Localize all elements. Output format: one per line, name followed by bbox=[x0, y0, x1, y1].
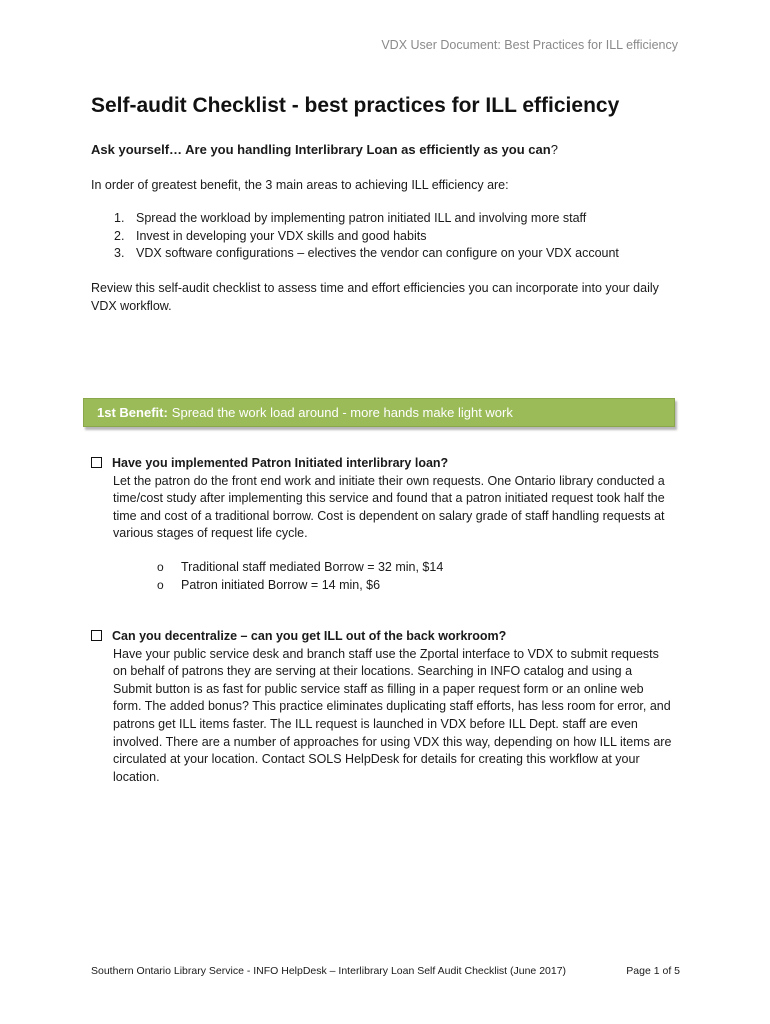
list-item bbox=[114, 228, 619, 246]
footer-source: Southern Ontario Library Service - INFO HelpDesk – Interlibrary Loan Self Audit Checklist (June 2017) bbox=[91, 965, 567, 977]
benefit-banner bbox=[83, 398, 675, 427]
list-item bbox=[114, 245, 619, 263]
checklist-body: Have your public service desk and branch staff use the Zportal interface to VDX to submit requests on behalf of patrons they are serving at their locations. Searching in INFO catalog and using a Submit button is as fast for public service staff as filling in a paper request form or an online web form. The added bonus? This practice eliminates duplicating staff efforts, has less room for error, and patrons get ILL items faster. The ILL request is launched in VDX before ILL Dept. staff are even involved. There are a number of approaches for using VDX this way, depending on how ILL items are circulated at your location. Contact SOLS HelpDesk for details for creating this workflow at your location. bbox=[113, 646, 672, 784]
circle-bullet-icon: o bbox=[157, 560, 164, 574]
list-number: 1. bbox=[114, 211, 125, 225]
circle-bullet-icon: o bbox=[157, 577, 164, 592]
cost-comparison-list bbox=[157, 559, 443, 594]
checkbox-icon bbox=[91, 630, 102, 641]
list-item-text: Patron initiated Borrow = 14 min, $6 bbox=[181, 577, 381, 592]
subtitle-text: Ask yourself… Are you handling Interlibrary Loan as efficiently as you can bbox=[91, 142, 551, 157]
running-header: VDX User Document: Best Practices for ILL efficiency bbox=[381, 38, 678, 52]
review-paragraph: Review this self-audit checklist to assess time and effort efficiencies you can incorporate into your daily VDX workflow. bbox=[91, 281, 659, 313]
page-number: Page 1 of 5 bbox=[626, 965, 680, 977]
subtitle-question-mark: ? bbox=[550, 142, 558, 157]
list-item bbox=[157, 577, 443, 595]
efficiency-areas-list bbox=[114, 210, 619, 263]
list-item-text: Traditional staff mediated Borrow = 32 min, $14 bbox=[181, 560, 444, 574]
benefit-label: 1st Benefit: bbox=[97, 405, 168, 420]
list-number: 2. bbox=[114, 228, 125, 243]
intro-paragraph: In order of greatest benefit, the 3 main areas to achieving ILL efficiency are: bbox=[91, 178, 509, 192]
list-item-text: Spread the workload by implementing patron initiated ILL and involving more staff bbox=[136, 211, 587, 225]
list-item bbox=[114, 210, 619, 228]
checklist-heading: Can you decentralize – can you get ILL out of the back workroom? bbox=[112, 629, 507, 643]
checklist-heading: Have you implemented Patron Initiated interlibrary loan? bbox=[112, 456, 449, 470]
list-number: 3. bbox=[114, 246, 125, 261]
page-title: Self-audit Checklist - best practices for ILL efficiency bbox=[91, 94, 620, 117]
list-item-text: VDX software configurations – electives the vendor can configure on your VDX account bbox=[136, 246, 619, 261]
checklist-item-decentralize bbox=[91, 628, 673, 786]
subtitle bbox=[91, 142, 558, 157]
list-item-text: Invest in developing your VDX skills and good habits bbox=[136, 228, 427, 243]
benefit-text: Spread the work load around - more hands make light work bbox=[171, 405, 513, 420]
checklist-body: Let the patron do the front end work and initiate their own requests. One Ontario library conducted a time/cost study after implementing this service and found that a patron initiated request took half the time and cost of a traditional borrow. Cost is dependent on salary grade of staff handling requests at various stages of request life cycle. bbox=[113, 473, 665, 541]
checkbox-icon bbox=[91, 457, 102, 468]
checklist-item-patron-initiated bbox=[91, 455, 673, 543]
list-item bbox=[157, 559, 443, 577]
